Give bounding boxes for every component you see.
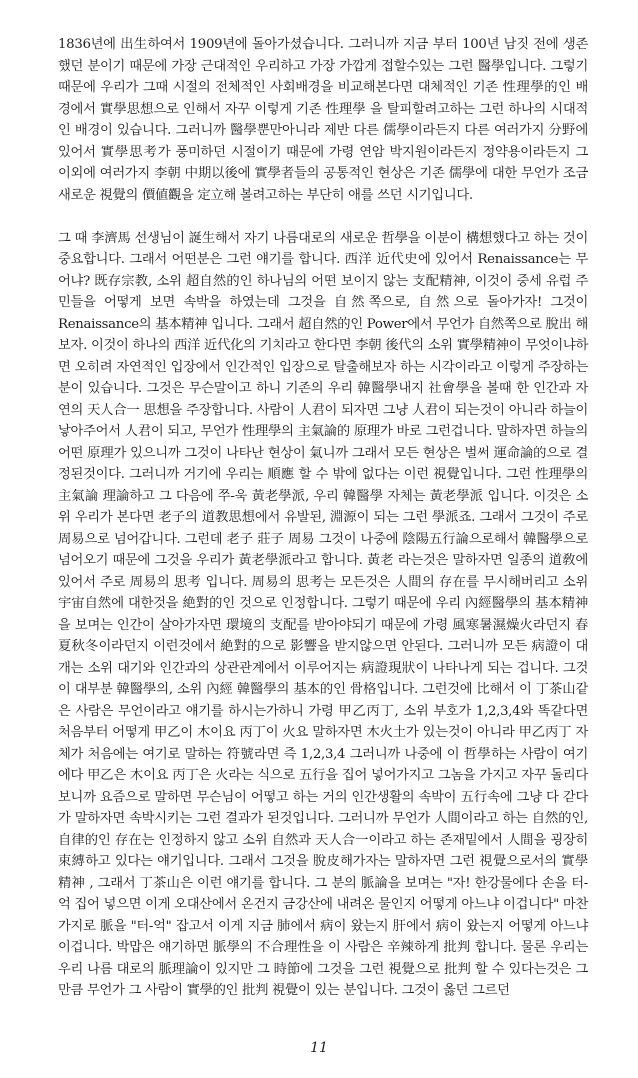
body-paragraph-2: 그 때 李濟馬 선생님이 誕生해서 자기 나름대로의 새로운 哲學을 이분이 構想했다고 하는 것이 중요합니다. 그래서 어떤분은 그런 얘기를 합니다. 西洋 近代史에 있어서 Renaissance는 무어냐? 既存宗教, 소위 超自然的인 하나님의 어떤 보이지 않는 支配精神, 이것이 중세 유럽 주민들을 어떻게 보면 속박을 하였는데 그것을 自然쪽으로, 自然으로 돌아가자! 그것이 Renaissance의 基本精神 입니다. 그래서 超自然的인 Power에서 무언가 自然쪽으로 脫出 해보자. 이것이 하나의 西洋 近代化의 기치라고 한다면 李朝 後代의 소위 實學精神이 무엇이냐하면 오히려 자연적인 입장에서 인간적인 입장으로 탈출해보자 하는 시각이라고 이렇게 주장하는 분이 있습니다. 그것은 무슨말이고 하니 기존의 우리 韓醫學내지 社會學을 볼때 한 인간과 자연의 天人合一 思想을 주장합니다. 사람이 人君이 되자면 그냥 人君이 되는것이 아니라 하늘이 낳아주어서 人君이 되고, 무언가 性理學의 主氣論的 原理가 바로 그런겁니다. 말하자면 하늘의 어떤 原理가 있으니까 그것이 나타난 현상이 氣니까 그래서 모든 현상은 벌써 運命論的으로 결정된것이다. 그러니까 거기에 우리는 順應 할 수 밖에 없다는 이런 視覺입니다. 그런 性理學의 主氣論 理論하고 그 다음에 쭈-욱 黃老學派, 우리 韓醫學 자체는 黃老學派 입니다. 이것은 소위 우리가 본다면 老子의 道教思想에서 유발된, 淵源이 되는 그런 學派죠. 그래서 그것이 주로 周易으로 넘어갑니다. 그런데 老子 莊子 周易 그것이 나중에 陰陽五行論으로해서 韓醫學으로 넘어오기 때문에 그것을 우리가 黃老學派라고 합니다. 黃老 라는것은 말하자면 일종의 道敎에 있어서 주로 周易의 思考 입니다. 周易의 思考는 모든것은 人間의 存在를 무시해버리고 소위 宇宙自然에 대한것을 絶對的인 것으로 인정합니다. 그렇기 때문에 우리 內經醫學의 基本精神을 보며는 인간이 살아가자면 環境의 支配를 받아야되기 때문에 가령 風寒暑濕燥火라던지 春夏秋冬이라던지 이런것에서 絶對的으로 影響을 받지않으면 안된다. 그러니까 모든 病證이 대개는 소위 대기와 인간과의 상관관계에서 이루어지는 病證現狀이 나타나게 되는 겁니다. 그것이 대부분 韓醫學의, 소위 內經 韓醫學의 基本的인 骨格입니다. 그런것에 比해서 이 丁茶山같은 사람은 무언이라고 얘기를 하시는가하니 가령 甲乙丙丁, 소위 부호가 1,2,3,4와 똑같다면 처음부터 어떻게 甲乙이 木이요 丙丁이 火요 말하자면 木火土가 있는것이 아니라 甲乙丙丁 자체가 처음에는 여기로 말하는 符號라면 즉 1,2,3,4 그러니까 나중에 이 哲學하는 사람이 여기에다 甲乙은 木이요 丙丁은 火라는 식으로 五行을 집어 넣어가지고 그놈을 가지고 자꾸 돌리다 보니까 요즘으로 말하면 무슨님이 어떻고 하는 거의 인간생활의 속박이 五行속에 그냥 다 갇다가 말하자면 속박시키는 그런 결과가 된것입니다. 그러니까 무언가 人間이라고 하는 自然的인, 自律的인 存在는 인정하지 않고 소위 自然과 天人合一이라고 하는 존재밑에서 人間을 굉장히 束縛하고 있다는 얘기입니다. 그래서 그것을 脫皮해가자는 말하자면 그런 視覺으로서의 實學精神 , 그래서 丁茶山은 이런 얘기를 합니다. 그 분의 脈論을 보며는 "자! 한강물에다 손을 터-억 집어 넣으면 이게 오대산에서 온건지 금강산에 내려온 물인지 어떻게 아느냐 이겁니다" 마찬가지로 脈을 "터-억" 잡고서 이게 지금 肺에서 病이 왔는지 肝에서 病이 왔는지 어떻게 아느냐 이겁니다. 박맙은 얘기하면 脈學의 不合理性을 이 사람은 辛辣하게 批判 합니다. 물론 우리는 우리 나름 대로의 脈理論이 있지만 그 時節에 그것을 그런 視覺으로 批判 할 수 있다는것은 그 만큼 무언가 그 사람이 實學的인 批判 視覺이 있는 분입니다. 그것이 옳던 그르던	[58, 230, 588, 998]
document-page	[58, 34, 588, 1002]
page-number: 11	[310, 1040, 328, 1056]
body-paragraph-1: 1836년에 出生하여서 1909년에 돌아가셨습니다. 그러니까 지금 부터 100년 남짓 전에 생존했던 분이기 때문에 가장 근대적인 우리하고 가장 가깝게 접할수있는 그런 醫學입니다. 그렇기 때문에 우리가 그때 시절의 전체적인 사회배경을 비교해본다면 대체적인 기존 性理學的인 배경에서 實學思想으로 인해서 자꾸 이렇게 기존 性理學 을 탈피할려고하는 그런 하나의 시대적인 배경이 있습니다. 그러니까 醫學뿐만아니라 제반 다른 儒學이라든지 다른 여러가지 分野에있어서 實學思考가 풍미하던 시절이기 때문에 가령 연암 박지원이라든지 정약용이라든지 그 이외에 여러가지 李朝 中期以後에 實學者들의 공통적인 현상은 기존 儒學에 대한 무언가 조금 새로운 視覺의 價値觀을 定立해 볼려고하는 부단히 애를 쓰던 시기입니다.	[58, 37, 588, 203]
